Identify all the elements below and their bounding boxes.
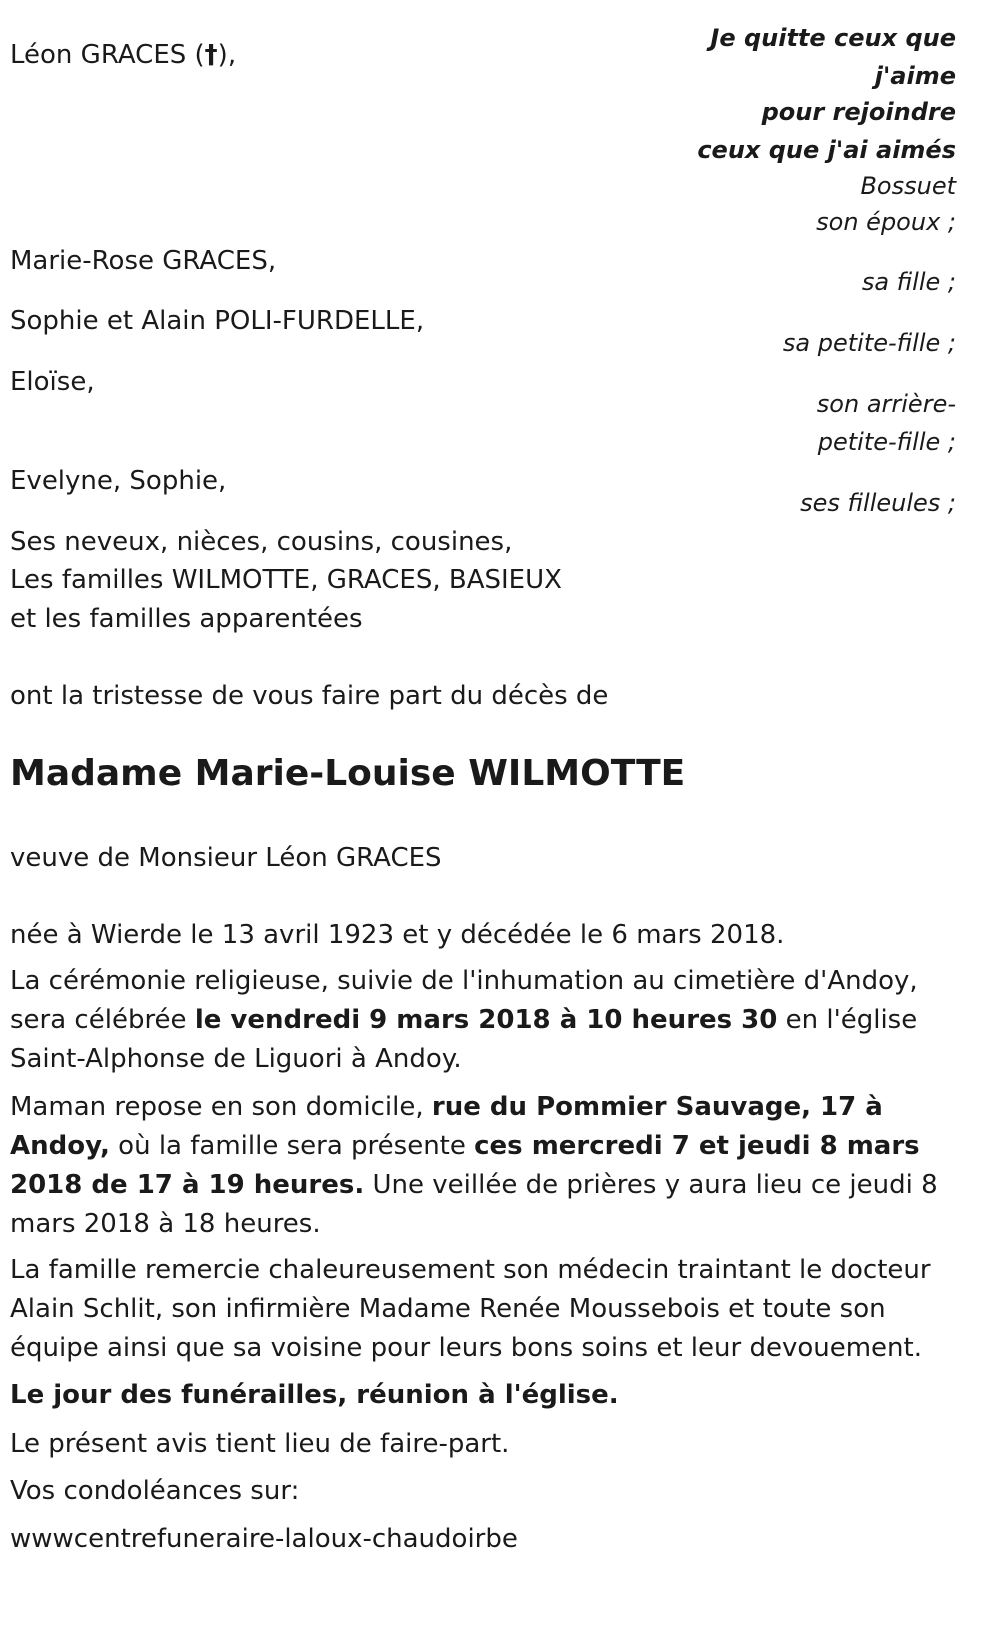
goddaughters-name: Evelyne, Sophie, <box>10 466 227 496</box>
visitation-address: rue du Pommier Sauvage, 17 à Andoy, <box>10 1092 883 1161</box>
condolences-label: Vos condoléances sur: <box>10 1476 300 1506</box>
great-granddaughter-role-1: son arrière- <box>816 390 956 418</box>
granddaughter-name: Sophie et Alain POLI-FURDELLE, <box>10 306 425 336</box>
ceremony-text-2: en l'église Saint-Alphonse de Liguori à Andoy. <box>10 1005 918 1074</box>
relatives-line-2: Les familles WILMOTTE, GRACES, BASIEUX <box>10 565 562 595</box>
spouse-line <box>10 40 236 70</box>
goddaughters-role: ses filleules ; <box>800 489 956 517</box>
funeral-meeting <box>10 1376 960 1415</box>
ceremony-paragraph <box>10 962 960 1079</box>
quote-line-3: pour rejoindre <box>761 98 956 126</box>
spouse-name: Léon GRACES ( <box>10 40 205 70</box>
spouse-suffix: ), <box>217 40 237 70</box>
cross-icon: † <box>204 40 218 70</box>
birth-death: née à Wierde le 13 avril 1923 et y décédée le 6 mars 2018. <box>10 920 785 950</box>
great-granddaughter-name: Eloïse, <box>10 367 95 397</box>
condolences-website-link[interactable]: wwwcentrefuneraire-laloux-chaudoirbe <box>10 1524 518 1554</box>
funeral-meeting-text: Le jour des funérailles, réunion à l'église. <box>10 1380 619 1410</box>
ceremony-date-time: le vendredi 9 mars 2018 à 10 heures 30 <box>194 1005 778 1035</box>
spouse-role: son époux ; <box>816 208 956 236</box>
visitation-text-1: Maman repose en son domicile, <box>10 1092 432 1122</box>
deceased-name: Madame Marie-Louise WILMOTTE <box>10 753 686 794</box>
relatives-line-1: Ses neveux, nièces, cousins, cousines, <box>10 527 513 557</box>
quote-line-1: Je quitte ceux que <box>710 24 956 52</box>
relatives-line-3: et les familles apparentées <box>10 604 363 634</box>
thanks-paragraph: La famille remercie chaleureusement son médecin traintant le docteur Alain Schlit, son infirmière Madame Renée Moussebois et toute son équipe ainsi que sa voisine pour leurs bons soins et leur devouement. <box>10 1255 931 1363</box>
quote-line-2: j'aime <box>874 62 956 90</box>
visitation-text-3: Une veillée de prières y aura lieu ce jeudi 8 mars 2018 à 18 heures. <box>10 1170 938 1239</box>
daughter-name: Marie-Rose GRACES, <box>10 246 277 276</box>
granddaughter-role: sa petite-fille ; <box>782 329 956 357</box>
quote-author: Bossuet <box>860 172 956 200</box>
ceremony-text-1: La cérémonie religieuse, suivie de l'inhumation au cimetière d'Andoy, sera célébrée <box>10 966 918 1035</box>
quote-line-4: ceux que j'ai aimés <box>697 136 956 164</box>
daughter-role: sa fille ; <box>861 268 956 296</box>
great-granddaughter-role-2: petite-fille ; <box>817 428 956 456</box>
visitation-dates: ces mercredi 7 et jeudi 8 mars 2018 de 17 à 19 heures. <box>10 1131 920 1200</box>
visitation-paragraph <box>10 1088 960 1244</box>
notice-text: Le présent avis tient lieu de faire-part. <box>10 1429 510 1459</box>
visitation-text-2: où la famille sera présente <box>109 1131 475 1161</box>
announcement-intro: ont la tristesse de vous faire part du décès de <box>10 681 609 711</box>
widow-of: veuve de Monsieur Léon GRACES <box>10 843 442 873</box>
